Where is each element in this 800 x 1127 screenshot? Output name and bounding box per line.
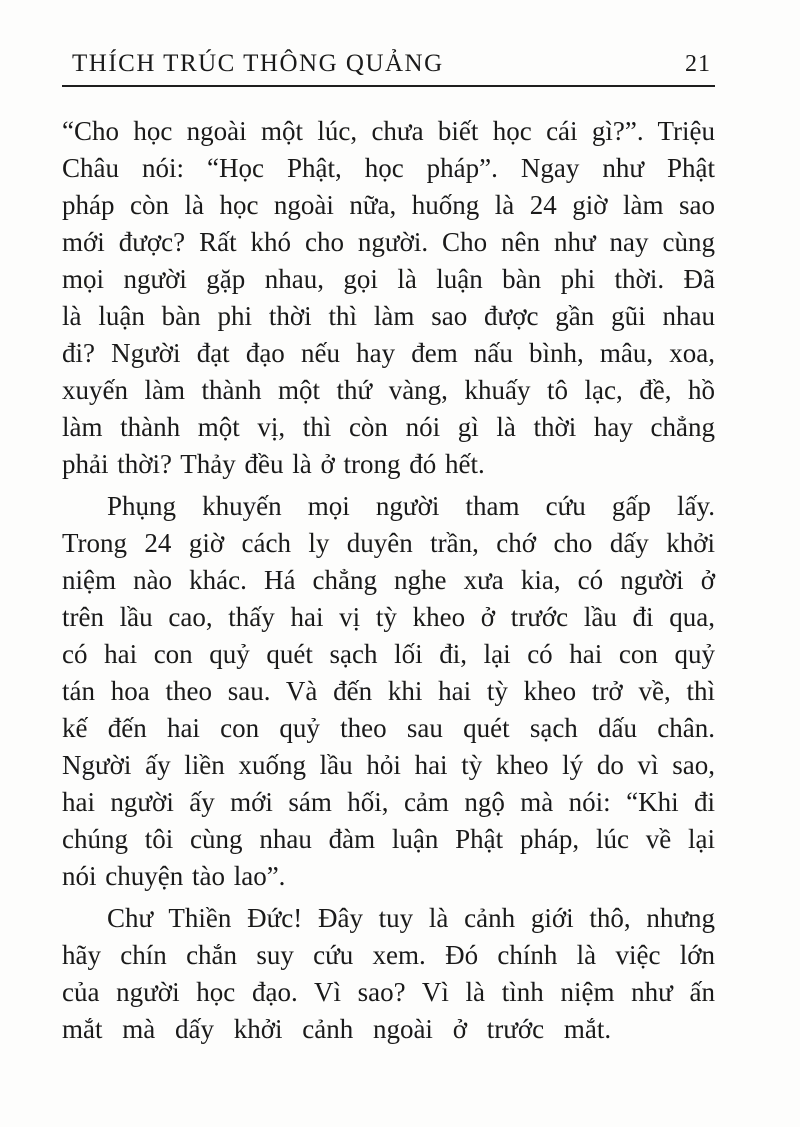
text-line: đi? Người đạt đạo nếu hay đem nấu bình, mâu, xoa, xyxy=(62,338,715,368)
text-line: làm thành một vị, thì còn nói gì là thời hay chẳng xyxy=(62,412,715,442)
text-line: Phụng khuyến mọi người tham cứu gấp lấy. xyxy=(107,491,715,521)
text-line: Châu nói: “Học Phật, học pháp”. Ngay như Phật xyxy=(62,153,715,183)
text-line: phải thời? Thảy đều là ở trong đó hết. xyxy=(62,449,485,479)
page-body xyxy=(62,113,715,1048)
text-line: mắt mà dấy khởi cảnh ngoài ở trước mắt. xyxy=(62,1014,612,1044)
text-line: pháp còn là học ngoài nữa, huống là 24 giờ làm sao xyxy=(62,190,715,220)
header-rule xyxy=(62,85,715,87)
paragraph xyxy=(62,900,715,1048)
text-line: hãy chín chắn suy cứu xem. Đó chính là việc lớn xyxy=(62,940,715,970)
text-line: của người học đạo. Vì sao? Vì là tình niệm như ấn xyxy=(62,977,715,1007)
text-line: niệm nào khác. Há chẳng nghe xưa kia, có người ở xyxy=(62,565,715,595)
text-line: là luận bàn phi thời thì làm sao được gần gũi nhau xyxy=(62,301,715,331)
running-title: THÍCH TRÚC THÔNG QUẢNG xyxy=(72,50,444,77)
text-line: Chư Thiền Đức! Đây tuy là cảnh giới thô, nhưng xyxy=(107,903,715,933)
text-line: chúng tôi cùng nhau đàm luận Phật pháp, lúc về lại xyxy=(62,824,715,854)
text-line: xuyến làm thành một thứ vàng, khuấy tô lạc, đề, hồ xyxy=(62,375,715,405)
text-line: nói chuyện tào lao”. xyxy=(62,861,286,891)
text-line: Người ấy liền xuống lầu hỏi hai tỳ kheo lý do vì sao, xyxy=(62,750,715,780)
text-line: có hai con quỷ quét sạch lối đi, lại có hai con quỷ xyxy=(62,639,715,669)
text-line: hai người ấy mới sám hối, cảm ngộ mà nói: “Khi đi xyxy=(62,787,715,817)
text-line: Trong 24 giờ cách ly duyên trần, chớ cho dấy khởi xyxy=(62,528,715,558)
text-line: kế đến hai con quỷ theo sau quét sạch dấu chân. xyxy=(62,713,715,743)
page-header xyxy=(62,50,715,78)
text-line: mới được? Rất khó cho người. Cho nên như nay cùng xyxy=(62,227,715,257)
text-line: trên lầu cao, thấy hai vị tỳ kheo ở trước lầu đi qua, xyxy=(62,602,715,632)
paragraph xyxy=(62,113,715,483)
page-number: 21 xyxy=(685,51,711,77)
text-line: mọi người gặp nhau, gọi là luận bàn phi thời. Đã xyxy=(62,264,715,294)
text-line: “Cho học ngoài một lúc, chưa biết học cái gì?”. Triệu xyxy=(62,116,715,146)
paragraph xyxy=(62,488,715,895)
text-line: tán hoa theo sau. Và đến khi hai tỳ kheo trở về, thì xyxy=(62,676,715,706)
